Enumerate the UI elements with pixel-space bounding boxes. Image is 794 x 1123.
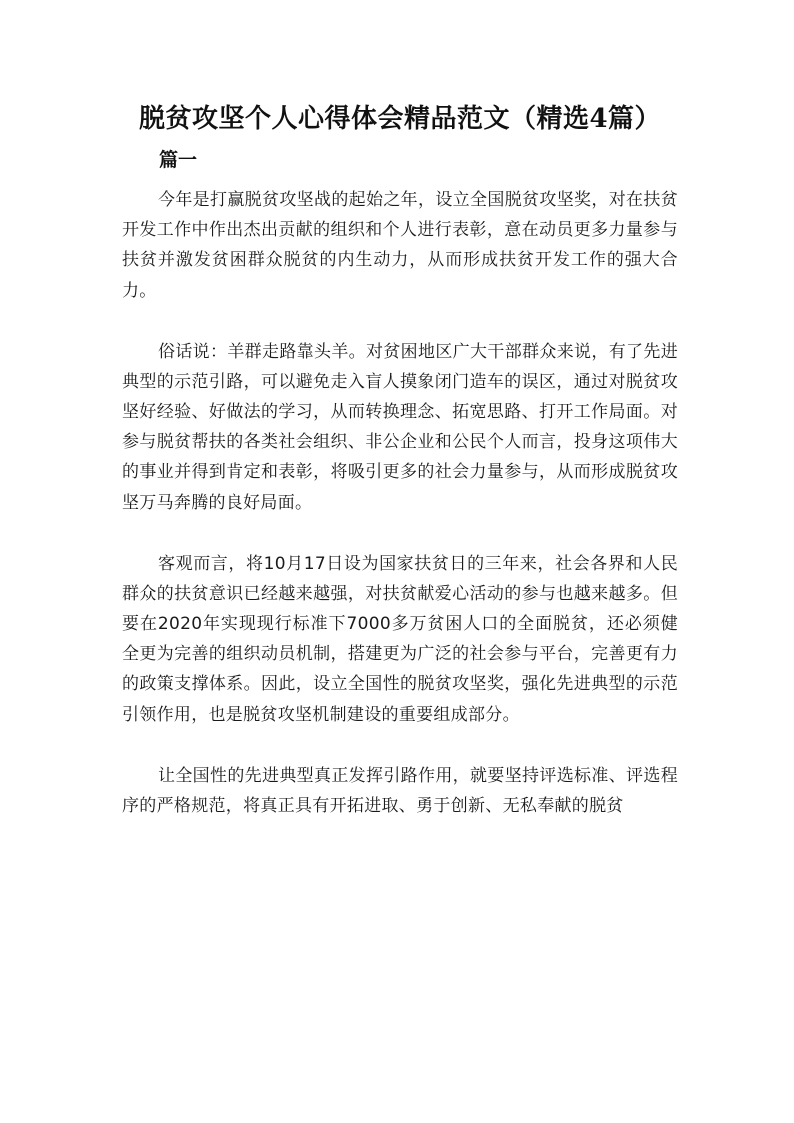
paragraph-2: 俗话说：羊群走路靠头羊。对贫困地区广大干部群众来说，有了先进典型的示范引路，可以避免走入盲人摸象闭门造车的误区，通过对脱贫攻坚好经验、好做法的学习，从而转换理念、拓宽思路、打开工作局面。对参与脱贫帮扶的各类社会组织、非公企业和公民个人而言，投身这项伟大的事业并得到肯定和表彰，将吸引更多的社会力量参与，从而形成脱贫攻坚万马奔腾的良好局面。 [122,341,678,513]
paragraph-1: 今年是打赢脱贫攻坚战的起始之年，设立全国脱贫攻坚奖，对在扶贫开发工作中作出杰出贡献的组织和个人进行表彰，意在动员更多力量参与扶贫并激发贫困群众脱贫的内生动力，从而形成扶贫开发工作的强大合力。 [122,190,678,301]
paragraph-3: 客观而言，将10月17日设为国家扶贫日的三年来，社会各界和人民群众的扶贫意识已经越来越强，对扶贫献爱心活动的参与也越来越多。但要在2020年实现现行标准下7000多万贫困人口的全面脱贫，还必须健全更为完善的组织动员机制，搭建更为广泛的社会参与平台，完善更有力的政策支撑体系。因此，设立全国性的脱贫攻坚奖，强化先进典型的示范引领作用，也是脱贫攻坚机制建设的重要组成部分。 [122,553,678,725]
paragraph-4: 让全国性的先进典型真正发挥引路作用，就要坚持评选标准、评选程序的严格规范，将真正具有开拓进取、勇于创新、无私奉献的脱贫 [122,765,678,816]
document-title: 脱贫攻坚个人心得体会精品范文（精选4篇） [138,104,662,134]
document-body [122,185,678,852]
section-heading: 篇一 [159,149,198,171]
